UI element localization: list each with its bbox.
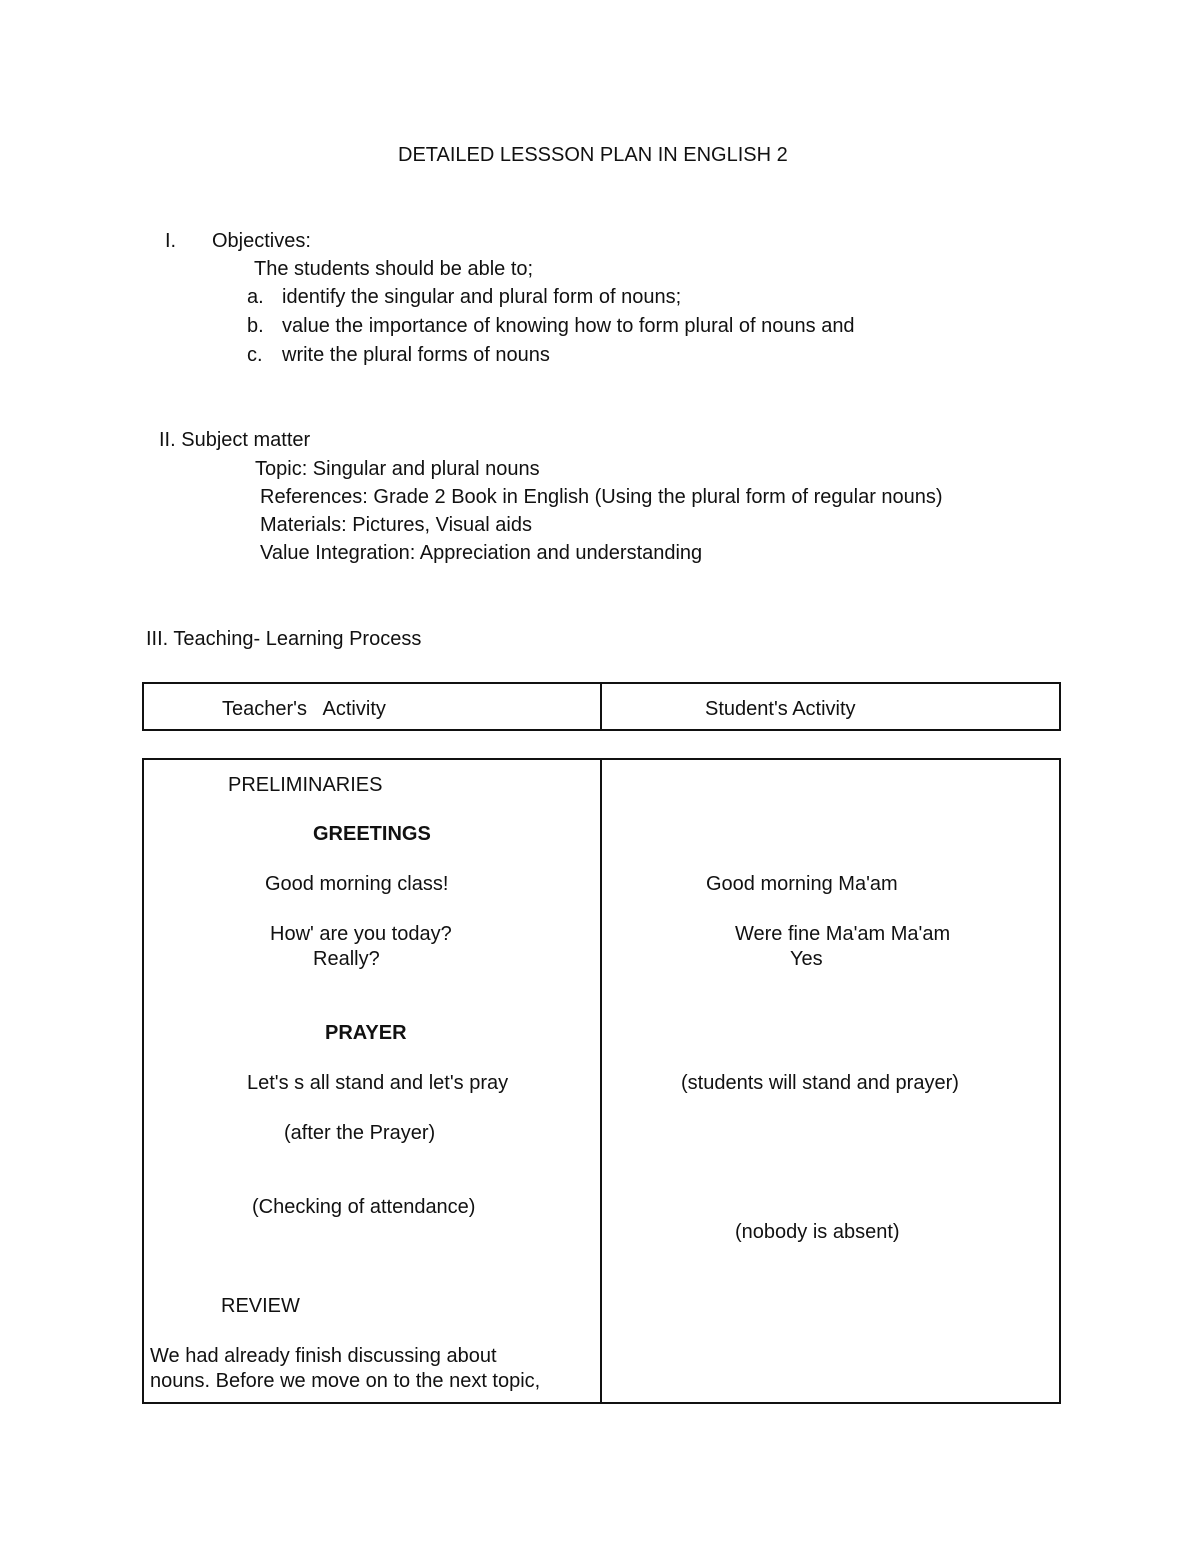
objective-item-b: value the importance of knowing how to form plural of nouns and — [282, 315, 855, 337]
teacher-review-line-1: We had already finish discussing about — [150, 1345, 497, 1367]
student-good-morning: Good morning Ma'am — [706, 873, 898, 895]
subject-topic: Topic: Singular and plural nouns — [255, 458, 540, 480]
body-divider — [600, 760, 602, 1403]
teacher-activity-header: Teacher's Activity — [222, 698, 386, 720]
activity-header-table — [142, 682, 1061, 731]
header-divider — [600, 684, 602, 730]
subject-matter-heading: II. Subject matter — [159, 429, 311, 451]
page-title: DETAILED LESSSON PLAN IN ENGLISH 2 — [398, 144, 788, 166]
student-stand-pray: (students will stand and prayer) — [681, 1072, 959, 1094]
teacher-how-are-you: How' are you today? — [270, 923, 452, 945]
subject-materials: Materials: Pictures, Visual aids — [260, 514, 532, 536]
student-activity-header: Student's Activity — [705, 698, 856, 720]
student-yes: Yes — [790, 948, 823, 970]
process-heading: III. Teaching- Learning Process — [146, 628, 422, 650]
prayer-heading: PRAYER — [325, 1022, 407, 1044]
student-fine: Were fine Ma'am Ma'am — [735, 923, 951, 945]
objectives-heading: Objectives: — [212, 230, 311, 252]
greetings-heading: GREETINGS — [313, 823, 431, 845]
subject-references: References: Grade 2 Book in English (Using the plural form of regular nouns) — [260, 486, 943, 508]
teacher-good-morning: Good morning class! — [265, 873, 449, 895]
teacher-lets-pray: Let's s all stand and let's pray — [247, 1072, 509, 1094]
subject-value-integration: Value Integration: Appreciation and understanding — [260, 542, 703, 564]
preliminaries-heading: PRELIMINARIES — [228, 774, 383, 796]
teacher-really: Really? — [313, 948, 380, 970]
objective-marker-a: a. — [247, 286, 264, 308]
objectives-numeral: I. — [165, 230, 177, 252]
objective-item-c: write the plural forms of nouns — [282, 344, 550, 366]
review-heading: REVIEW — [221, 1295, 300, 1317]
objectives-intro: The students should be able to; — [254, 258, 534, 280]
objective-marker-c: c. — [247, 344, 263, 366]
objective-item-a: identify the singular and plural form of nouns; — [282, 286, 682, 308]
teacher-after-prayer: (after the Prayer) — [284, 1122, 436, 1144]
student-absent: (nobody is absent) — [735, 1221, 900, 1243]
teacher-review-line-2: nouns. Before we move on to the next topic, — [150, 1370, 541, 1392]
objective-marker-b: b. — [247, 315, 264, 337]
teacher-attendance: (Checking of attendance) — [252, 1196, 476, 1218]
